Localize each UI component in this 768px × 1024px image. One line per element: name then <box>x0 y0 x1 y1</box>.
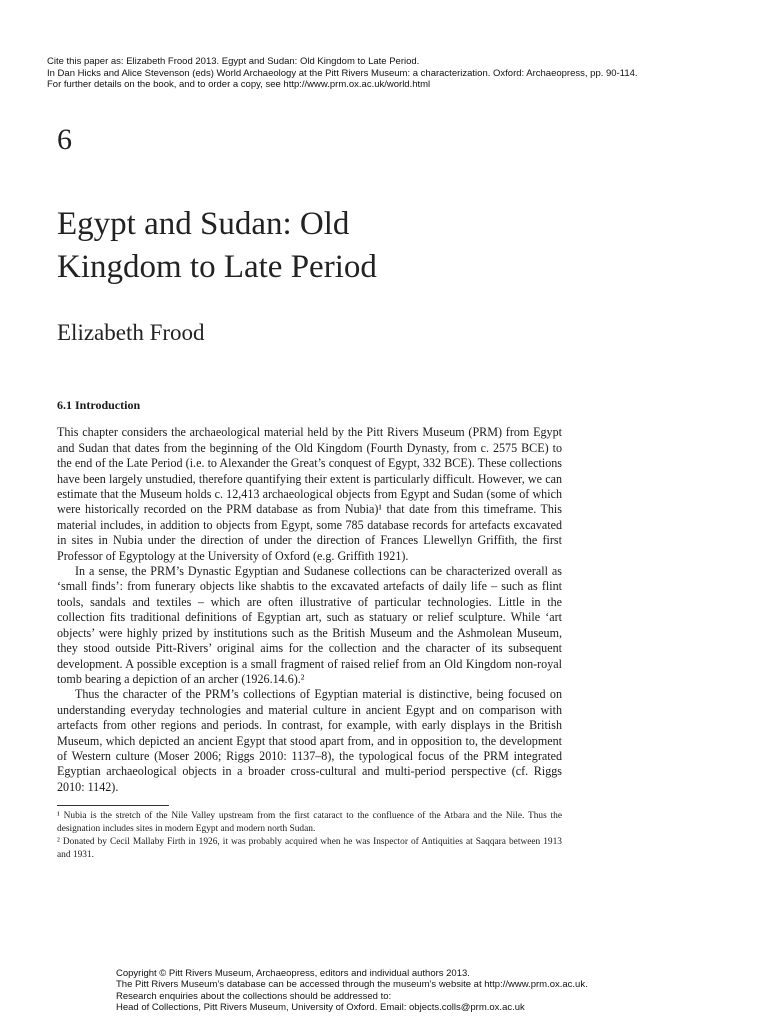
footnote-rule <box>57 805 169 806</box>
citation-line: In Dan Hicks and Alice Stevenson (eds) World Archaeology at the Pitt Rivers Museum: a characterization. Oxford: Archaeopress, pp. 90-114. <box>47 67 638 79</box>
author-name: Elizabeth Frood <box>57 320 205 345</box>
body-text <box>57 398 562 862</box>
footnote: ¹ Nubia is the stretch of the Nile Valley upstream from the first cataract to the confluence of the Atbara and the Nile. Thus the designation includes sites in modern Egypt and modern north Sudan. <box>57 811 562 835</box>
copyright-block <box>116 968 756 1013</box>
chapter-title <box>57 203 657 289</box>
chapter-title-line: Kingdom to Late Period <box>57 249 377 285</box>
citation-line: Cite this paper as: Elizabeth Frood 2013. Egypt and Sudan: Old Kingdom to Late Period. <box>47 56 420 67</box>
chapter-number: 6 <box>57 123 72 156</box>
copyright-line: Research enquiries about the collections should be addressed to: <box>116 990 392 1002</box>
copyright-line: The Pitt Rivers Museum’s database can be accessed through the museum’s website at http://www.prm.ox.ac.uk. <box>116 979 588 991</box>
copyright-line: Head of Collections, Pitt Rivers Museum, University of Oxford. Email: objects.colls@prm.ox.ac.uk <box>116 1001 525 1013</box>
citation-block <box>47 56 747 91</box>
section-heading: 6.1 Introduction <box>57 398 141 412</box>
footnote: ² Donated by Cecil Mallaby Firth in 1926, it was probably acquired when he was Inspector of Antiquities at Saqqara between 1913 and 1931. <box>57 837 562 861</box>
paragraph: In a sense, the PRM’s Dynastic Egyptian and Sudanese collections can be characterized overall as ‘small finds’: from funerary objects like shabtis to the excavated artefacts of daily life – such as flint tools, sandals and textiles – which are often illustrative of particular technologies. Little in the collection fits traditional definitions of Egyptian art, such as statuary or relief sculpture. While ‘art objects’ were highly prized by institutions such as the British Museum and the Ashmolean Museum, they stood outside Pitt-Rivers’ original aims for the collection and the character of its subsequent development. A possible exception is a small fragment of raised relief from an Old Kingdom non-royal tomb bearing a depiction of an archer (1926.14.6).² <box>57 564 562 686</box>
citation-line: For further details on the book, and to order a copy, see http://www.prm.ox.ac.uk/world.html <box>47 79 431 90</box>
paragraph: Thus the character of the PRM’s collections of Egyptian material is distinctive, being focused on understanding everyday technologies and material culture in ancient Egypt and on comparison with artefacts from other regions and periods. In contrast, for example, with early displays in the British Museum, which depicted an ancient Egypt that stood apart from, and in opposition to, the development of Western culture (Moser 2006; Riggs 2010: 1137–8), the typological focus of the PRM integrated Egyptian archaeological objects in a broader cross-cultural and multi-period perspective (cf. Riggs 2010: 1142). <box>57 687 562 794</box>
paragraph: This chapter considers the archaeological material held by the Pitt Rivers Museum (PRM) from Egypt and Sudan that dates from the beginning of the Old Kingdom (Fourth Dynasty, from c. 2575 BCE) to the end of the Late Period (i.e. to Alexander the Great’s conquest of Egypt, 332 BCE). These collections have been largely unstudied, therefore quantifying their extent is particularly difficult. However, we can estimate that the Museum holds c. 12,413 archaeological objects from Egypt and Sudan (some of which were historically recorded on the PRM database as from Nubia)¹ that date from this timeframe. This material includes, in addition to objects from Egypt, some 785 database records for artefacts excavated in sites in Nubia under the direction of under the direction of Frances Llewellyn Griffith, the first Professor of Egyptology at the University of Oxford (e.g. Griffith 1921). <box>57 425 562 563</box>
chapter-title-line: Egypt and Sudan: Old <box>57 206 350 242</box>
copyright-line: Copyright © Pitt Rivers Museum, Archaeopress, editors and individual authors 2013. <box>116 968 470 979</box>
